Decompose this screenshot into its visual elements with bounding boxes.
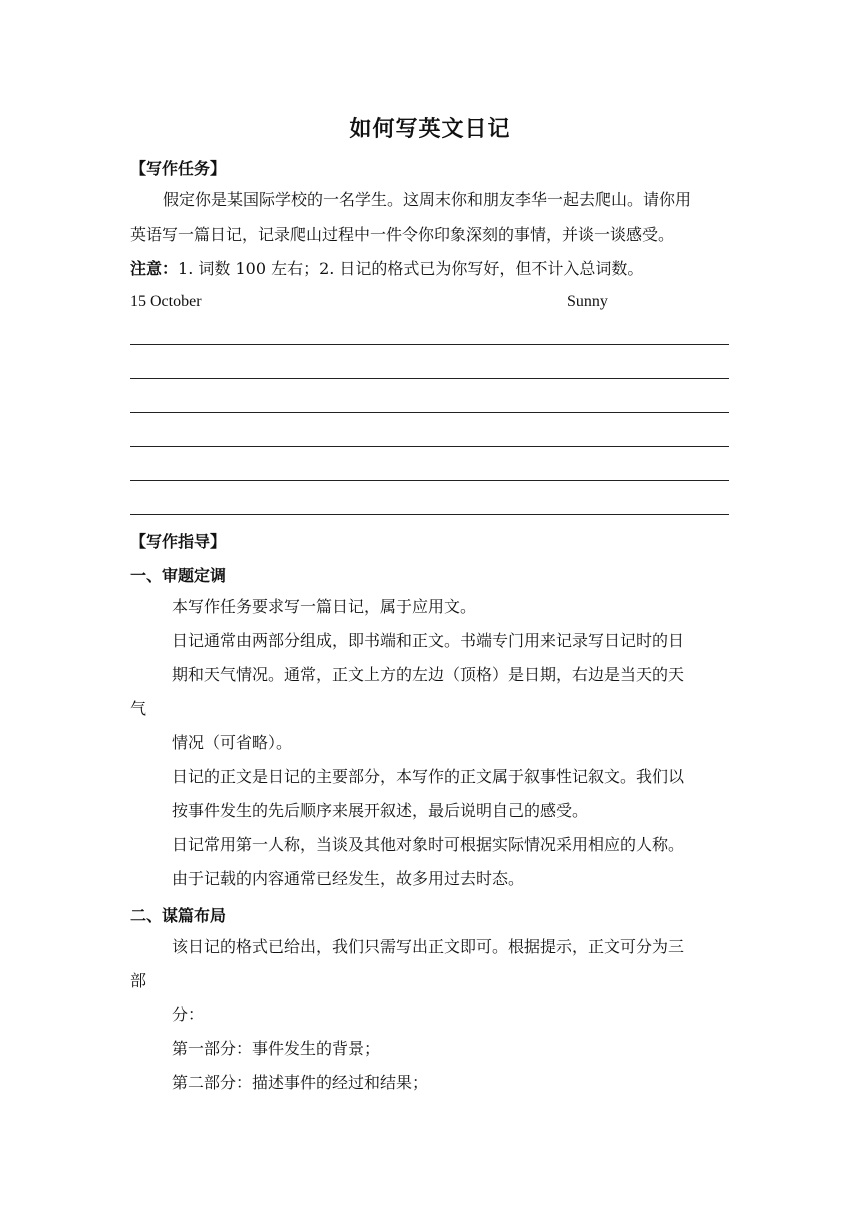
note-label: 注意： [130, 259, 179, 278]
section-1-line: 气 [130, 699, 147, 718]
answer-line [130, 378, 729, 379]
diary-date: 15 October [130, 293, 202, 310]
answer-line [130, 446, 729, 447]
answer-line [130, 412, 729, 413]
section-2-heading: 二、谋篇布局 [130, 906, 227, 925]
document-title: 如何写英文日记 [349, 116, 511, 142]
answer-line [130, 514, 729, 515]
answer-line [130, 344, 729, 345]
guide-heading: 【写作指导】 [130, 532, 227, 551]
section-2-line: 该日记的格式已给出，我们只需写出正文即可。根据提示，正文可分为三 [172, 937, 685, 956]
section-2-line: 部 [130, 971, 147, 990]
section-1-line: 按事件发生的先后顺序来展开叙述，最后说明自己的感受。 [172, 801, 589, 820]
section-1-heading: 一、审题定调 [130, 566, 227, 585]
section-1-line: 期和天气情况。通常，正文上方的左边（顶格）是日期，右边是当天的天 [172, 665, 685, 684]
task-note [130, 259, 643, 279]
section-1-line: 日记常用第一人称，当谈及其他对象时可根据实际情况采用相应的人称。 [172, 835, 685, 854]
section-1-line: 由于记载的内容通常已经发生，故多用过去时态。 [172, 869, 525, 888]
task-heading: 【写作任务】 [130, 159, 227, 178]
section-1-line: 本写作任务要求写一篇日记，属于应用文。 [172, 597, 477, 616]
section-1-line: 情况（可省略）。 [172, 733, 293, 752]
section-2-line: 第一部分：事件发生的背景； [172, 1039, 381, 1058]
section-1-line: 日记通常由两部分组成，即书端和正文。书端专门用来记录写日记时的日 [172, 631, 685, 650]
diary-weather: Sunny [567, 293, 608, 310]
section-2-line: 第二部分：描述事件的经过和结果； [172, 1073, 429, 1092]
section-1-line: 日记的正文是日记的主要部分，本写作的正文属于叙事性记叙文。我们以 [172, 767, 685, 786]
task-paragraph-line-1: 假定你是某国际学校的一名学生。这周末你和朋友李华一起去爬山。请你用 [163, 190, 692, 209]
note-text: 1. 词数 100 左右；2. 日记的格式已为你写好，但不计入总词数。 [178, 259, 644, 278]
task-paragraph-line-2: 英语写一篇日记，记录爬山过程中一件令你印象深刻的事情，并谈一谈感受。 [130, 225, 675, 244]
answer-line [130, 480, 729, 481]
section-2-line: 分： [172, 1005, 205, 1024]
